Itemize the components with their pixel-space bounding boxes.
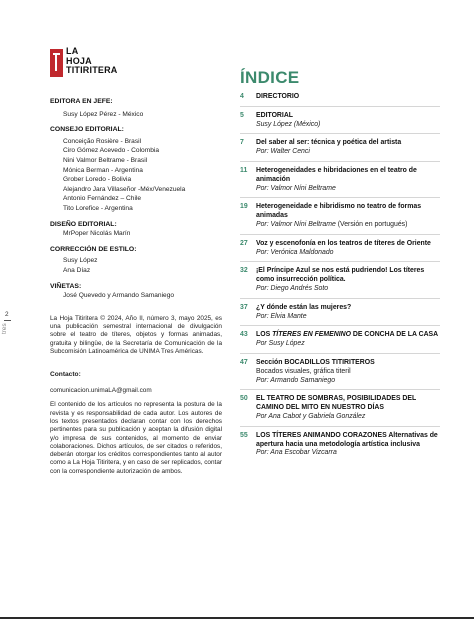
toc-page-number: 32 <box>240 267 248 275</box>
vignettes-artists: José Quevedo y Armando Samaniego <box>63 292 175 300</box>
design-block <box>50 220 222 239</box>
toc-author: Por Ana Cabot y Gabriela González <box>256 412 366 420</box>
toc-author-line <box>256 221 440 230</box>
toc-title: EL TEATRO DE SOMBRAS, POSIBILIDADES DEL CAMINO DEL MITO EN NUESTRO DÍAS <box>256 395 417 412</box>
style-block <box>50 245 222 276</box>
toc-page-number: 5 <box>240 111 244 119</box>
vignettes-block <box>50 282 222 301</box>
table-of-contents <box>240 93 440 467</box>
editor-heading: EDITORA EN JEFE: <box>50 98 113 105</box>
puppet-logo-icon <box>50 49 63 77</box>
toc-author: Por: Diego Andrés Soto <box>256 284 329 292</box>
toc-page-number: 55 <box>240 431 248 439</box>
vignettes-heading: VIÑETAS: <box>50 282 82 290</box>
toc-title: Sección BOCADILLOS TITIRITEROS <box>256 358 375 366</box>
toc-title: ¿Y dónde están las mujeres? <box>256 303 352 311</box>
council-member: Ciro Gómez Acevedo - Colombia <box>63 147 160 155</box>
council-list <box>50 137 222 214</box>
council-member: Nini Valmor Beltrame - Brasil <box>63 156 148 164</box>
toc-title: DIRECTORIO <box>256 93 300 100</box>
toc-author: Por: Valmor Níni Beltrame <box>256 220 336 228</box>
toc-author: Por: Ana Escobar Vizcarra <box>256 449 337 457</box>
editor-name: Susy López Pérez - México <box>63 110 144 118</box>
toc-title: ¡El Príncipe Azul se nos está pudriendo! Los títeres como insurrección política. <box>256 267 425 284</box>
design-heading: DISEÑO EDITORIAL: <box>50 220 117 228</box>
toc-entry[interactable] <box>240 359 440 390</box>
toc-author: Por: Elvia Mante <box>256 312 307 320</box>
toc-author: Por Susy López <box>256 340 305 348</box>
toc-author: Por: Armando Samaniego <box>256 376 336 384</box>
toc-page-number: 19 <box>240 203 248 211</box>
toc-entry[interactable] <box>240 395 440 426</box>
toc-page-number: 50 <box>240 395 248 403</box>
toc-page-number: 4 <box>240 93 244 100</box>
toc-author: Susy López (México) <box>256 120 321 128</box>
page-number-divider <box>4 320 11 321</box>
toc-page-number: 7 <box>240 139 244 147</box>
toc-author: Por: Walter Cenci <box>256 148 310 156</box>
toc-title: Voz y escenofonía en los teatros de títeres de Oriente <box>256 239 431 247</box>
toc-title: Heterogeneidades e hibridaciones en el teatro de animación <box>256 166 417 183</box>
toc-author-note: (Versión en portugués) <box>337 220 408 228</box>
bottom-divider <box>0 617 474 619</box>
contact-email-link[interactable]: comunicacion.unimaLA@gmail.com <box>50 386 152 394</box>
credits-column <box>50 97 222 476</box>
toc-title: EDITORIAL <box>256 111 294 119</box>
toc-page-number: 11 <box>240 166 248 174</box>
council-member: Alejandro Jara Villaseñor -Méx/Venezuela <box>63 185 186 193</box>
logo-text: LA HOJA TITIRITERA <box>66 46 118 75</box>
council-block <box>50 125 222 213</box>
toc-title: Del saber al ser: técnica y poética del artista <box>256 139 402 147</box>
publication-description: La Hoja Titiritera © 2024, Año II, número 3, mayo 2025, es una publicación semestral internacional de divulgación sobre el teatro de títeres, objetos y formas animadas, gratuita y bilingüe, de la Secretaría de Comunicación de la Subcomisión Latinoamérica de UNIMA Tres Américas. <box>50 314 222 355</box>
style-editor: Ana Díaz <box>63 266 91 274</box>
index-title: ÍNDICE <box>240 68 300 87</box>
toc-author: Por: Valmor Níni Beltrame <box>256 184 336 192</box>
disclaimer-text: El contenido de los artículos no representa la postura de la revista y es responsabilidad de cada autor. Los autores de los textos presentados declaran contar con los derechos pertinentes para su publicación y aceptan la difusión digital y/o impresa de sus contenidos, al momento de enviar colaboraciones. Dichos artículos, de ser citados o referidos, deberán otorgar los créditos correspondientes tanto al autor como a La Hoja Titiritera, y en caso de ser replicados, contar con la correspondiente autorización de ambos. <box>50 401 222 475</box>
toc-entry[interactable] <box>240 267 440 298</box>
page-number-word: tres <box>1 323 8 334</box>
council-heading: CONSEJO EDITORIAL: <box>50 126 124 134</box>
toc-entry[interactable] <box>240 167 440 198</box>
editor-block <box>50 97 222 119</box>
toc-page-number: 27 <box>240 239 248 247</box>
contact-heading: Contacto: <box>50 371 81 379</box>
council-member: Antonio Fernández – Chile <box>63 195 142 203</box>
toc-entry[interactable] <box>240 93 440 107</box>
toc-page-number: 37 <box>240 303 248 311</box>
style-heading: CORRECCIÓN DE ESTILO: <box>50 245 137 253</box>
style-editor: Susy López <box>63 257 98 265</box>
toc-subtitle: Bocados visuales, gráfica titeril <box>256 367 351 375</box>
council-member: Conceição Rosière - Brasil <box>63 137 142 145</box>
toc-entry[interactable] <box>240 240 440 263</box>
council-member: Tito Lorefice - Argentina <box>63 204 133 212</box>
toc-entry[interactable] <box>240 203 440 234</box>
magazine-logo <box>50 47 118 77</box>
toc-entry[interactable] <box>240 304 440 327</box>
council-member: Mónica Berman - Argentina <box>63 166 143 174</box>
toc-page-number: 47 <box>240 358 248 366</box>
page-number: 2 <box>5 311 9 318</box>
toc-title: LOS TÍTERES EN FEMENINO DE CONCHA DE LA CASA <box>256 331 439 339</box>
toc-entry[interactable] <box>240 112 440 135</box>
toc-title: LOS TÍTERES ANIMANDO CORAZONES Alternativas de apertura hacia una metodología artística inclusiva <box>256 431 438 448</box>
toc-entry[interactable] <box>240 432 440 462</box>
designer-name: MrPoper Nicolás Marín <box>63 230 131 238</box>
toc-author: Por: Verónica Maldonado <box>256 248 334 256</box>
toc-title: Heterogeneidade e hibridismo no teatro de formas animadas <box>256 203 422 220</box>
toc-entry[interactable] <box>240 139 440 162</box>
toc-entry[interactable] <box>240 331 440 354</box>
toc-page-number: 43 <box>240 331 248 339</box>
council-member: Grober Loredo - Bolivia <box>63 176 132 184</box>
